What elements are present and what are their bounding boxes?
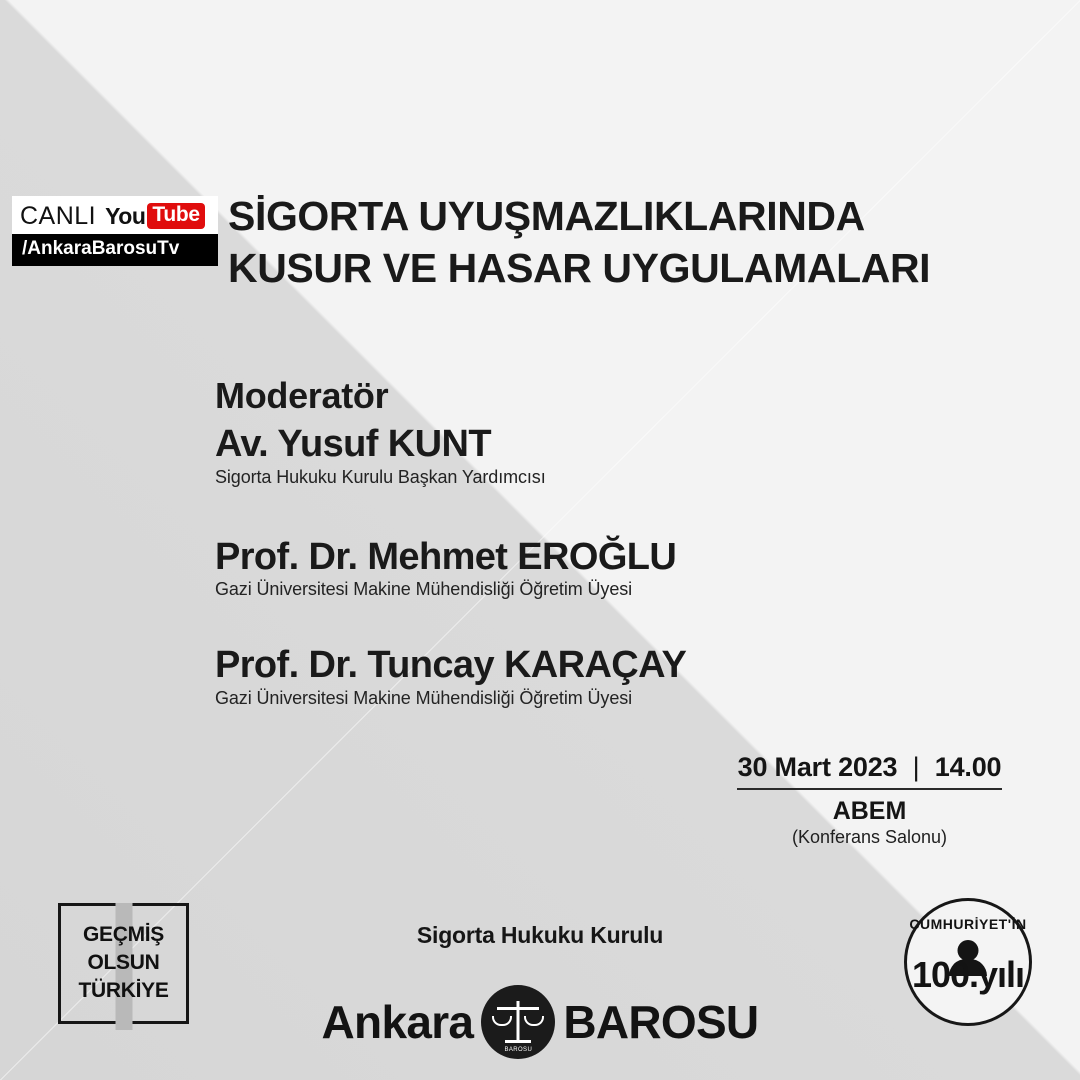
scale-pan-left xyxy=(492,1016,512,1026)
speaker-entry xyxy=(215,644,1015,709)
page-title xyxy=(228,190,1028,295)
speaker-entry xyxy=(215,536,1015,601)
badge-main-text: 100.yılı xyxy=(911,954,1025,995)
committee-name: Sigorta Hukuku Kurulu xyxy=(416,922,664,948)
speaker-name: Prof. Dr. Tuncay KARAÇAY xyxy=(215,644,687,687)
moderator-entry xyxy=(215,423,1015,488)
event-venue: ABEM xyxy=(832,797,907,825)
organization-name-right: BAROSU xyxy=(563,996,759,1048)
stamp-line-3: TÜRKİYE xyxy=(78,978,169,1002)
youtube-logo-icon xyxy=(105,203,205,230)
scale-beam-shape xyxy=(497,1007,539,1010)
emblem-caption: BAROSU xyxy=(504,1047,533,1053)
event-venue-detail: (Konferans Salonu) xyxy=(791,827,948,847)
page-title-line-1: SİGORTA UYUŞMAZLIKLARINDA xyxy=(228,193,865,239)
moderator-label: Moderatör xyxy=(215,375,389,416)
speaker-name: Prof. Dr. Mehmet EROĞLU xyxy=(215,535,677,578)
youtube-channel-handle[interactable]: /AnkaraBarosuTv xyxy=(12,234,218,266)
speaker-list xyxy=(215,375,1015,739)
badge-top-text: CUMHURİYET'İN xyxy=(909,916,1027,932)
youtube-live-badge[interactable] xyxy=(12,196,218,266)
stamp-line-1: GEÇMİŞ xyxy=(82,923,165,946)
scale-base-shape xyxy=(505,1040,531,1043)
page-title-line-2: KUSUR VE HASAR UYGULAMALARI xyxy=(228,245,931,292)
event-date-time-row xyxy=(737,752,1002,790)
stamp-line-2: OLSUN xyxy=(87,950,160,974)
speaker-role: Gazi Üniversitesi Makine Mühendisliği Öğretim Üyesi xyxy=(215,687,633,708)
live-label: CANLI xyxy=(20,201,97,230)
speaker-role: Gazi Üniversitesi Makine Mühendisliği Öğretim Üyesi xyxy=(215,579,633,600)
live-badge-top-row xyxy=(12,196,218,234)
organization-name-left: Ankara xyxy=(321,996,474,1048)
cumhuriyet-100-badge xyxy=(904,898,1032,1026)
moderator-name: Av. Yusuf KUNT xyxy=(215,423,491,465)
event-date: 30 Mart 2023 xyxy=(737,752,898,782)
event-details xyxy=(737,752,1002,848)
youtube-you-text: You xyxy=(105,202,146,229)
scale-pan-right xyxy=(524,1016,544,1026)
scales-of-justice-icon xyxy=(481,985,555,1059)
event-separator: | xyxy=(912,752,920,782)
youtube-tube-text: Tube xyxy=(147,203,204,228)
event-time: 14.00 xyxy=(934,752,1002,782)
moderator-role: Sigorta Hukuku Kurulu Başkan Yardımcısı xyxy=(215,466,546,487)
